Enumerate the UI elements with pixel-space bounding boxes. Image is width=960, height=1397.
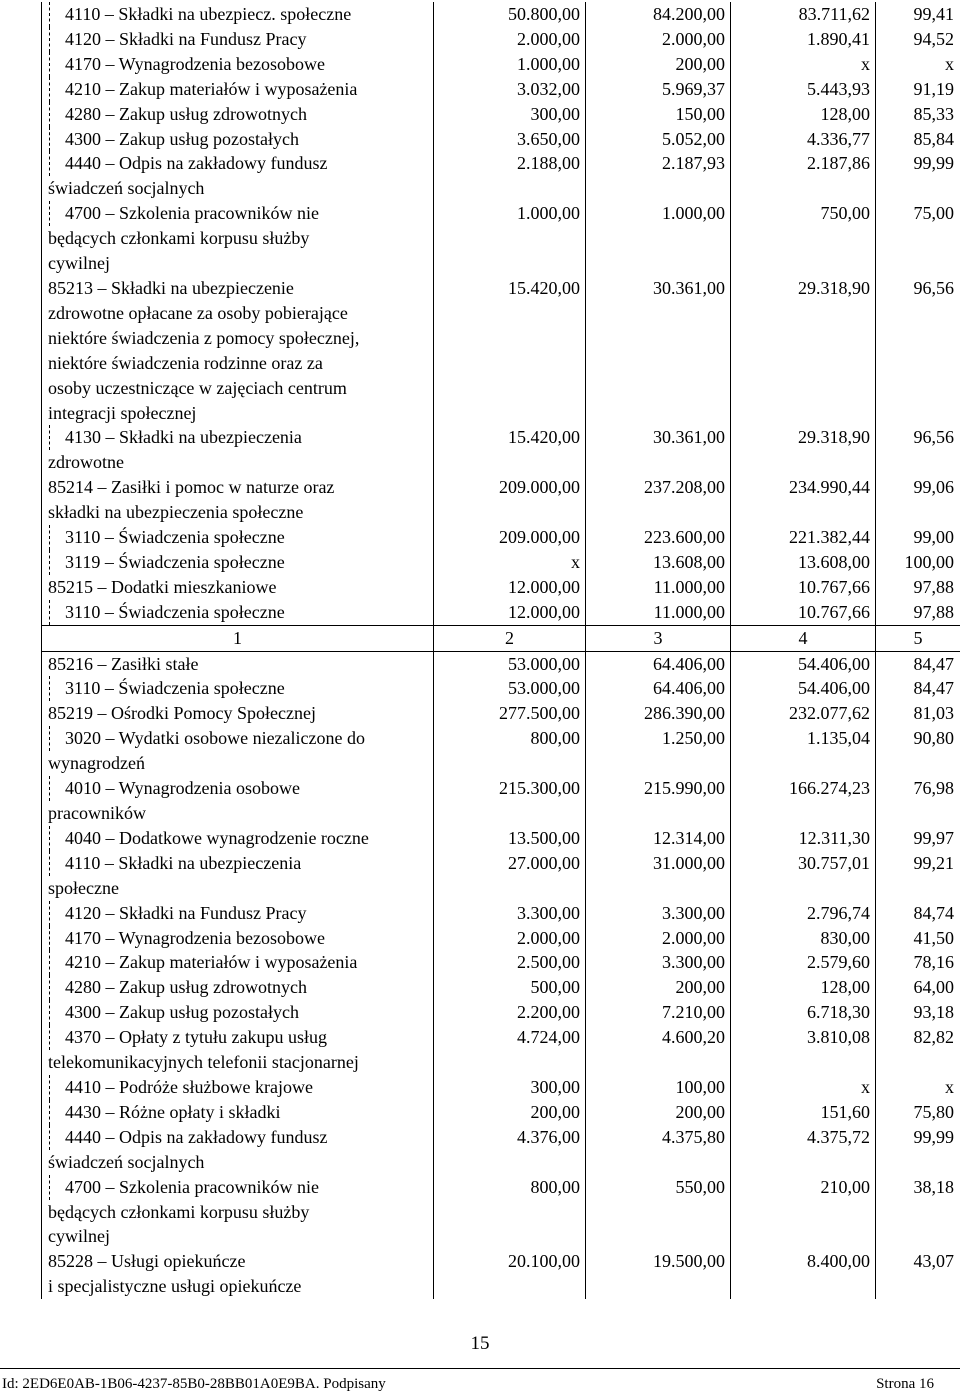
description-line: 4120 – Składki na Fundusz Pracy [65,901,428,926]
description-line: 3119 – Świadczenia społeczne [65,550,428,575]
item-description [42,975,434,1000]
execution-value: 232.077,62 [731,701,876,726]
paragraph-row [42,1075,960,1100]
item-description [42,27,434,52]
description-line: 4120 – Składki na Fundusz Pracy [65,27,428,52]
after-changes-value: 31.000,00 [586,851,731,901]
description-line: zdrowotne opłacane za osoby pobierające [48,302,348,323]
execution-value: 210,00 [731,1175,876,1250]
description-line: cywilnej [48,1226,110,1247]
paragraph-row [42,425,960,475]
plan-value: 4.376,00 [434,1125,586,1175]
execution-value: 12.311,30 [731,826,876,851]
paragraph-row [42,950,960,975]
plan-value: 209.000,00 [434,525,586,550]
after-changes-value: 215.990,00 [586,776,731,826]
chapter-row [42,276,960,425]
execution-value: 54.406,00 [731,676,876,701]
after-changes-value: 2.000,00 [586,27,731,52]
chapter-row [42,701,960,726]
after-changes-value: 1.000,00 [586,201,731,276]
after-changes-value: 64.406,00 [586,676,731,701]
paragraph-row [42,1125,960,1175]
paragraph-row [42,901,960,926]
item-description [42,151,434,201]
after-changes-value: 3.300,00 [586,901,731,926]
percent-value: 38,18 [876,1175,960,1250]
paragraph-row [42,600,960,625]
percent-value: 41,50 [876,926,960,951]
plan-value: 3.650,00 [434,127,586,152]
execution-value: 4.336,77 [731,127,876,152]
percent-value: 84,47 [876,676,960,701]
column-number-cell: 1 [42,625,434,651]
item-description [42,1125,434,1175]
item-description [42,1100,434,1125]
description-line: świadczeń socjalnych [48,178,205,199]
percent-value: x [876,52,960,77]
item-description [42,676,434,701]
plan-value: 13.500,00 [434,826,586,851]
description-line: 4440 – Odpis na zakładowy fundusz [65,1125,428,1150]
description-line: 4700 – Szkolenia pracowników nie [65,201,428,226]
percent-value: 96,56 [876,425,960,475]
item-description [42,926,434,951]
execution-value: 10.767,66 [731,575,876,600]
after-changes-value: 200,00 [586,975,731,1000]
plan-value: 209.000,00 [434,475,586,525]
execution-value: 830,00 [731,926,876,951]
item-description [42,950,434,975]
percent-value: 82,82 [876,1025,960,1075]
plan-value: 2.500,00 [434,950,586,975]
description-line: 85214 – Zasiłki i pomoc w naturze oraz [48,477,335,498]
execution-value: 54.406,00 [731,651,876,676]
after-changes-value: 200,00 [586,1100,731,1125]
item-description [42,1025,434,1075]
item-description [42,2,434,27]
execution-value: x [731,1075,876,1100]
execution-value: x [731,52,876,77]
after-changes-value: 3.300,00 [586,950,731,975]
description-line: 4210 – Zakup materiałów i wyposażenia [65,77,428,102]
plan-value: 300,00 [434,102,586,127]
plan-value: 3.300,00 [434,901,586,926]
description-line: pracowników [48,803,146,823]
execution-value: 1.135,04 [731,726,876,776]
description-line: niektóre świadczenia z pomocy społecznej, [48,327,360,348]
description-line: 4280 – Zakup usług zdrowotnych [65,102,428,127]
plan-value: 12.000,00 [434,575,586,600]
footer-page-label: Strona 16 [876,1376,934,1392]
execution-value: 8.400,00 [731,1249,876,1299]
paragraph-row [42,1025,960,1075]
paragraph-row [42,975,960,1000]
description-line: wynagrodzeń [48,753,145,774]
description-line: 4010 – Wynagrodzenia osobowe [65,776,428,801]
percent-value: 93,18 [876,1000,960,1025]
footer-divider [0,1368,960,1369]
paragraph-row [42,77,960,102]
execution-value: 5.443,93 [731,77,876,102]
item-description [42,851,434,901]
paragraph-row [42,926,960,951]
after-changes-value: 200,00 [586,52,731,77]
description-line: zdrowotne [48,452,124,473]
description-line: 4280 – Zakup usług zdrowotnych [65,975,428,1000]
plan-value: 2.000,00 [434,926,586,951]
execution-value: 2.796,74 [731,901,876,926]
description-line: 3110 – Świadczenia społeczne [65,525,428,550]
after-changes-value: 286.390,00 [586,701,731,726]
execution-value: 83.711,62 [731,2,876,27]
percent-value: 99,99 [876,1125,960,1175]
execution-value: 29.318,90 [731,425,876,475]
execution-value: 30.757,01 [731,851,876,901]
execution-value: 29.318,90 [731,276,876,425]
item-description [42,600,434,625]
percent-value: 99,21 [876,851,960,901]
plan-value: 800,00 [434,1175,586,1250]
paragraph-row [42,776,960,826]
description-line: 85215 – Dodatki mieszkaniowe [48,576,277,597]
item-description [42,651,434,676]
percent-value: 99,99 [876,151,960,201]
after-changes-value: 11.000,00 [586,600,731,625]
description-line: osoby uczestniczące w zajęciach centrum [48,377,347,398]
description-line: 4700 – Szkolenia pracowników nie [65,1175,428,1200]
execution-value: 6.718,30 [731,1000,876,1025]
description-line: niektóre świadczenia rodzinne oraz za [48,352,323,373]
item-description [42,77,434,102]
after-changes-value: 2.187,93 [586,151,731,201]
after-changes-value: 550,00 [586,1175,731,1250]
after-changes-value: 30.361,00 [586,276,731,425]
execution-value: 750,00 [731,201,876,276]
description-line: cywilnej [48,253,110,274]
plan-value: 15.420,00 [434,425,586,475]
paragraph-row [42,102,960,127]
chapter-row [42,575,960,600]
paragraph-row [42,151,960,201]
percent-value: 97,88 [876,600,960,625]
execution-value: 166.274,23 [731,776,876,826]
plan-value: 1.000,00 [434,201,586,276]
item-description [42,201,434,276]
item-description [42,127,434,152]
execution-value: 151,60 [731,1100,876,1125]
after-changes-value: 100,00 [586,1075,731,1100]
paragraph-row [42,676,960,701]
plan-value: 3.032,00 [434,77,586,102]
after-changes-value: 19.500,00 [586,1249,731,1299]
description-line: świadczeń socjalnych [48,1151,205,1172]
description-line: i specjalistyczne usługi opiekuńcze [48,1276,302,1297]
plan-value: 53.000,00 [434,651,586,676]
description-line: składki na ubezpieczenia społeczne [48,502,304,523]
after-changes-value: 84.200,00 [586,2,731,27]
after-changes-value: 12.314,00 [586,826,731,851]
after-changes-value: 1.250,00 [586,726,731,776]
plan-value: 1.000,00 [434,52,586,77]
paragraph-row [42,826,960,851]
percent-value: 81,03 [876,701,960,726]
paragraph-row [42,1000,960,1025]
percent-value: 75,00 [876,201,960,276]
item-description [42,525,434,550]
paragraph-row [42,201,960,276]
after-changes-value: 4.375,80 [586,1125,731,1175]
item-description [42,726,434,776]
execution-value: 128,00 [731,102,876,127]
plan-value: x [434,550,586,575]
percent-value: 43,07 [876,1249,960,1299]
description-line: będących członkami korpusu służby [48,228,310,249]
budget-table-body [42,2,960,1299]
percent-value: 85,33 [876,102,960,127]
percent-value: 96,56 [876,276,960,425]
item-description [42,575,434,600]
item-description [42,52,434,77]
after-changes-value: 2.000,00 [586,926,731,951]
paragraph-row [42,2,960,27]
paragraph-row [42,52,960,77]
plan-value: 2.200,00 [434,1000,586,1025]
item-description [42,1175,434,1250]
execution-value: 13.608,00 [731,550,876,575]
paragraph-row [42,27,960,52]
after-changes-value: 237.208,00 [586,475,731,525]
description-line: 85216 – Zasiłki stałe [48,653,199,674]
execution-value: 1.890,41 [731,27,876,52]
execution-value: 2.579,60 [731,950,876,975]
plan-value: 277.500,00 [434,701,586,726]
description-line: 4170 – Wynagrodzenia bezosobowe [65,926,428,951]
paragraph-row [42,726,960,776]
execution-value: 221.382,44 [731,525,876,550]
percent-value: 90,80 [876,726,960,776]
plan-value: 20.100,00 [434,1249,586,1299]
plan-value: 215.300,00 [434,776,586,826]
description-line: 4130 – Składki na ubezpieczenia [65,425,428,450]
after-changes-value: 150,00 [586,102,731,127]
item-description [42,1249,434,1299]
description-line: 4430 – Różne opłaty i składki [65,1100,428,1125]
description-line: telekomunikacyjnych telefonii stacjonarnej [48,1052,359,1073]
description-line: 4300 – Zakup usług pozostałych [65,127,428,152]
item-description [42,1000,434,1025]
item-description [42,701,434,726]
percent-value: 91,19 [876,77,960,102]
percent-value: 99,97 [876,826,960,851]
description-line: 85219 – Ośrodki Pomocy Społecznej [48,703,316,724]
description-line: 3110 – Świadczenia społeczne [65,600,428,625]
plan-value: 2.188,00 [434,151,586,201]
percent-value: 97,88 [876,575,960,600]
description-line: 4210 – Zakup materiałów i wyposażenia [65,950,428,975]
chapter-row [42,475,960,525]
percent-value: 99,00 [876,525,960,550]
after-changes-value: 7.210,00 [586,1000,731,1025]
after-changes-value: 13.608,00 [586,550,731,575]
plan-value: 800,00 [434,726,586,776]
percent-value: 84,74 [876,901,960,926]
percent-value: 64,00 [876,975,960,1000]
percent-value: 99,41 [876,2,960,27]
item-description [42,425,434,475]
description-line: 4410 – Podróże służbowe krajowe [65,1075,428,1100]
plan-value: 50.800,00 [434,2,586,27]
plan-value: 27.000,00 [434,851,586,901]
plan-value: 500,00 [434,975,586,1000]
description-line: 85213 – Składki na ubezpieczenie [48,277,294,298]
item-description [42,550,434,575]
chapter-row [42,1249,960,1299]
item-description [42,276,434,425]
description-line: społeczne [48,877,119,898]
description-line: będących członkami korpusu służby [48,1201,310,1222]
execution-value: 2.187,86 [731,151,876,201]
after-changes-value: 5.052,00 [586,127,731,152]
plan-value: 12.000,00 [434,600,586,625]
item-description [42,776,434,826]
description-line: 4110 – Składki na ubezpieczenia [65,851,428,876]
budget-table [41,2,960,1299]
column-number-cell: 4 [731,625,876,651]
plan-value: 300,00 [434,1075,586,1100]
percent-value: 75,80 [876,1100,960,1125]
description-line: 4300 – Zakup usług pozostałych [65,1000,428,1025]
execution-value: 3.810,08 [731,1025,876,1075]
plan-value: 15.420,00 [434,276,586,425]
column-number-cell: 2 [434,625,586,651]
percent-value: 100,00 [876,550,960,575]
after-changes-value: 11.000,00 [586,575,731,600]
page-number: 15 [470,1333,490,1354]
item-description [42,1075,434,1100]
description-line: 4040 – Dodatkowe wynagrodzenie roczne [65,826,428,851]
execution-value: 10.767,66 [731,600,876,625]
paragraph-row [42,1175,960,1250]
percent-value: x [876,1075,960,1100]
column-number-header-row [42,625,960,651]
chapter-row [42,651,960,676]
item-description [42,475,434,525]
plan-value: 4.724,00 [434,1025,586,1075]
paragraph-row [42,127,960,152]
description-line: 4370 – Opłaty z tytułu zakupu usług [65,1025,428,1050]
paragraph-row [42,550,960,575]
item-description [42,102,434,127]
after-changes-value: 64.406,00 [586,651,731,676]
percent-value: 84,47 [876,651,960,676]
description-line: 4170 – Wynagrodzenia bezosobowe [65,52,428,77]
document-id-signature: Id: 2ED6E0AB-1B06-4237-85B0-28BB01A0E9BA. Podpisany [2,1376,386,1392]
description-line: 3020 – Wydatki osobowe niezaliczone do [65,726,428,751]
execution-value: 234.990,44 [731,475,876,525]
after-changes-value: 30.361,00 [586,425,731,475]
item-description [42,826,434,851]
paragraph-row [42,851,960,901]
column-number-cell: 3 [586,625,731,651]
percent-value: 99,06 [876,475,960,525]
description-line: 4110 – Składki na ubezpiecz. społeczne [65,2,428,27]
plan-value: 2.000,00 [434,27,586,52]
percent-value: 85,84 [876,127,960,152]
paragraph-row [42,1100,960,1125]
after-changes-value: 223.600,00 [586,525,731,550]
description-line: 4440 – Odpis na zakładowy fundusz [65,151,428,176]
after-changes-value: 4.600,20 [586,1025,731,1075]
plan-value: 53.000,00 [434,676,586,701]
percent-value: 94,52 [876,27,960,52]
paragraph-row [42,525,960,550]
description-line: 85228 – Usługi opiekuńcze [48,1251,246,1272]
execution-value: 4.375,72 [731,1125,876,1175]
item-description [42,901,434,926]
percent-value: 78,16 [876,950,960,975]
column-number-cell: 5 [876,625,960,651]
description-line: integracji społecznej [48,402,197,423]
after-changes-value: 5.969,37 [586,77,731,102]
plan-value: 200,00 [434,1100,586,1125]
execution-value: 128,00 [731,975,876,1000]
description-line: 3110 – Świadczenia społeczne [65,676,428,701]
percent-value: 76,98 [876,776,960,826]
